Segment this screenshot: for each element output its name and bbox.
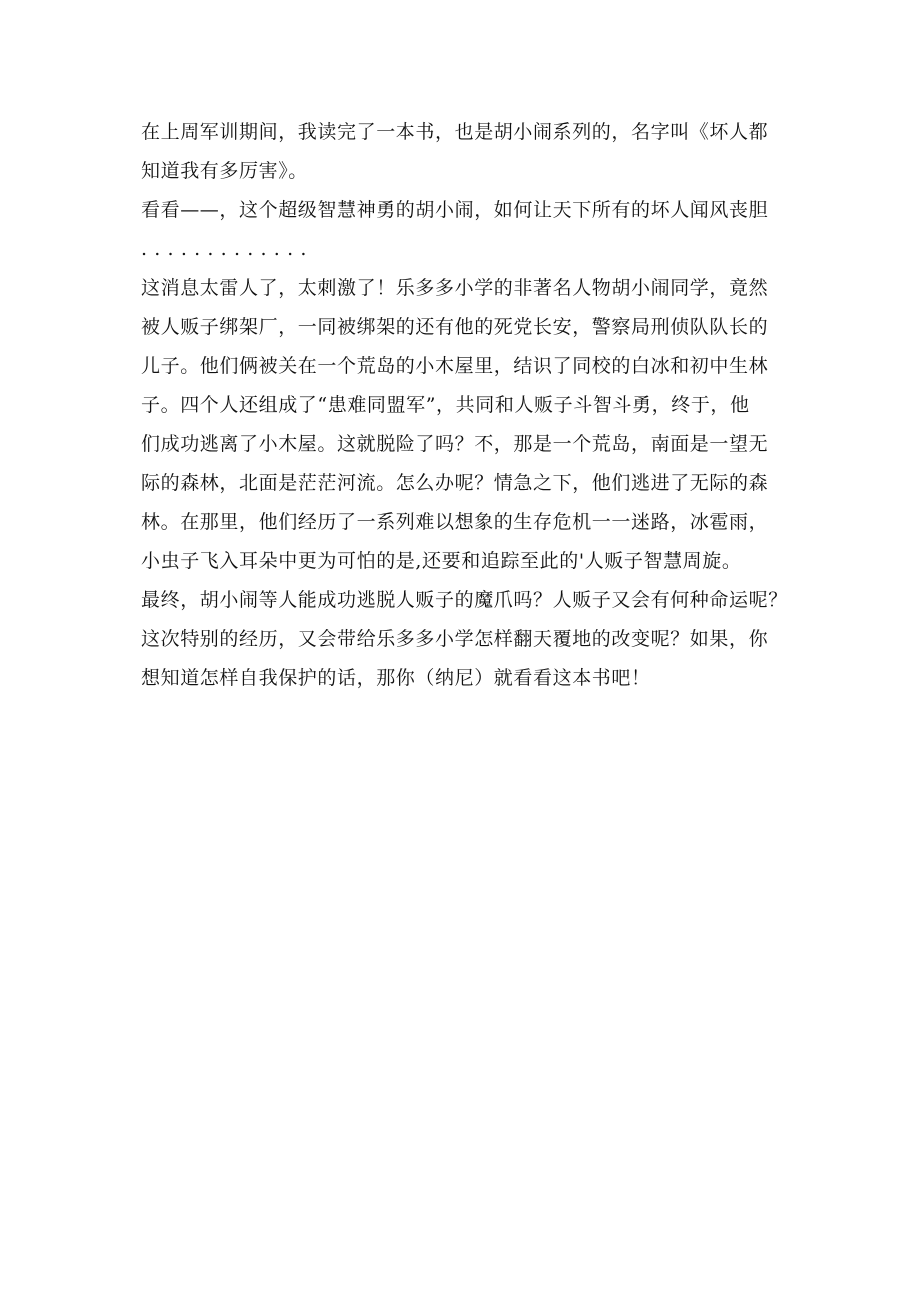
text-line: 这次特别的经历，又会带给乐多多小学怎样翻天覆地的改变呢？如果，你 [141, 628, 769, 650]
text-line: 被人贩子绑架厂，一同被绑架的还有他的死党长安，警察局刑侦队队长的 [141, 316, 769, 338]
text-line: 儿子。他们俩被关在一个荒岛的小木屋里，结识了同校的白冰和初中生林 [141, 355, 769, 377]
text-line: 在上周军训期间，我读完了一本书，也是胡小闹系列的，名字叫《坏人都 [141, 121, 769, 143]
text-line: . . . . . . . . . . . . . [141, 238, 307, 260]
text-line: 想知道怎样自我保护的话，那你（纳尼）就看看这本书吧！ [141, 667, 651, 689]
text-line: 最终，胡小闹等人能成功逃脱人贩子的魔爪吗？人贩子又会有何种命运呢？ [141, 589, 788, 611]
document-body [141, 113, 813, 698]
text-line: 知道我有多厉害》。 [141, 160, 308, 182]
text-line: 看看——，这个超级智慧神勇的胡小闹，如何让天下所有的坏人闻风丧胆 [141, 199, 769, 221]
text-line: 子。四个人还组成了“患难同盟军”，共同和人贩子斗智斗勇，终于，他 [141, 394, 750, 416]
text-line: 际的森林，北面是茫茫河流。怎么办呢？情急之下，他们逃进了无际的森 [141, 472, 769, 494]
text-line: 们成功逃离了小木屋。这就脱险了吗？不，那是一个荒岛，南面是一望无 [141, 433, 769, 455]
text-line: 林。在那里，他们经历了一系列难以想象的生存危机一一迷路，冰雹雨， [141, 511, 769, 533]
text-line: 这消息太雷人了，太刺激了！乐多多小学的非著名人物胡小闹同学，竟然 [141, 277, 769, 299]
text-line: 小虫子飞入耳朵中更为可怕的是,还要和追踪至此的'人贩子智慧周旋。 [141, 550, 742, 572]
